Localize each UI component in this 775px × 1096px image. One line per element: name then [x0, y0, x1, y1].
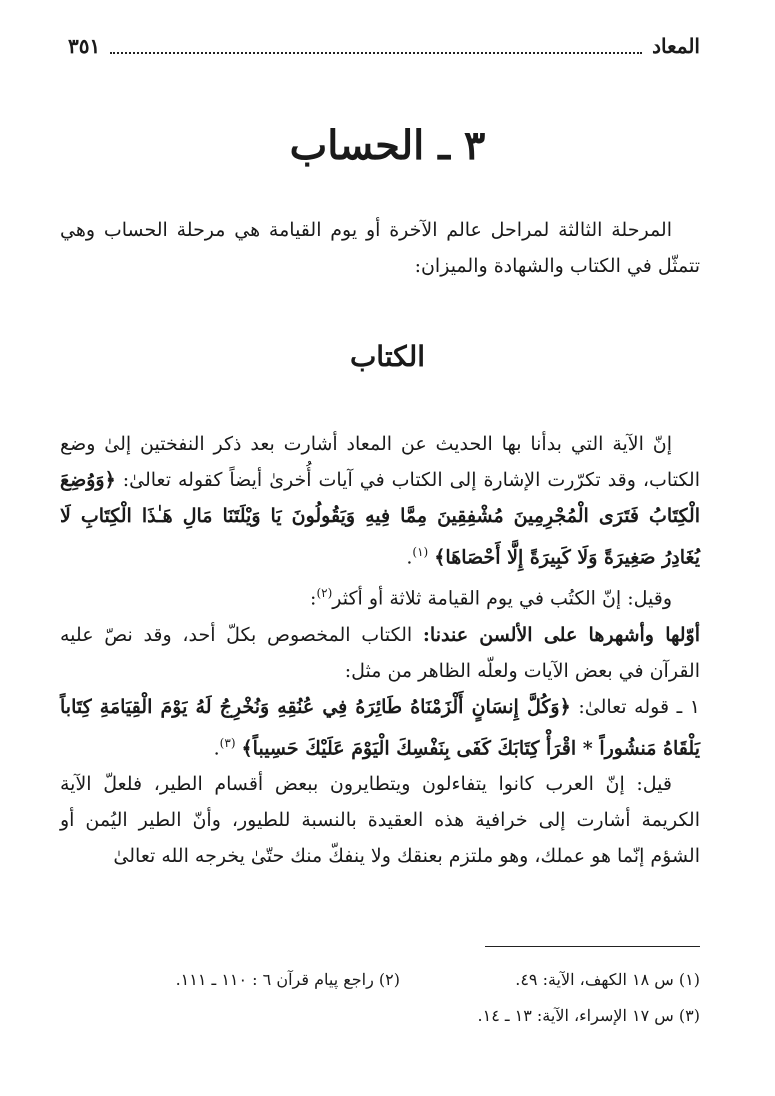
footnote-ref-2: (٢)	[316, 586, 333, 601]
running-header	[68, 34, 700, 58]
chapter-title: ٣ ـ الحساب	[289, 122, 486, 169]
header-page-number: ٣٥١	[68, 34, 101, 58]
footnote-2: (٢) راجع پیام قرآن ٦ : ١١٠ ـ ١١١.	[175, 970, 400, 989]
main-text	[60, 426, 700, 874]
footnote-row	[60, 962, 700, 998]
section-title: الكتاب	[349, 340, 426, 373]
paragraph-4: ١ ـ قوله تعالىٰ: ﴿وَكُلَّ إِنسَانٍ أَلْزَمْنَاهُ طَائِرَهُ فِي عُنُقِهِ وَنُخْرِجُ لَهُ يَوْمَ الْقِيَامَةِ كِتَاباً يَلْقَاهُ مَنشُوراً * اقْرَأْ كِتَابَكَ كَفَى بِنَفْسِكَ الْيَوْمَ عَلَيْكَ حَسِيباً﴾ $^{(٣)}$.	[60, 695, 700, 759]
paragraph-2	[60, 575, 700, 616]
paragraph-2-text: وقيل: إنّ الكتُب في يوم القيامة ثلاثة أو أكثر	[332, 587, 672, 610]
paragraph-2-end: :	[310, 587, 317, 610]
footnote-ref-3: (٣)	[219, 735, 236, 750]
footnote-1: (١) س ١٨ الكهف، الآية: ٤٩.	[515, 970, 700, 989]
paragraph-4-lead: ١ ـ قوله تعالىٰ:	[578, 695, 700, 718]
quran-verse-2: ﴿وَكُلَّ إِنسَانٍ أَلْزَمْنَاهُ طَائِرَهُ فِي عُنُقِهِ وَنُخْرِجُ لَهُ يَوْمَ الْقِيَامَةِ كِتَاباً يَلْقَاهُ مَنشُوراً * اقْرَأْ كِتَابَكَ كَفَى بِنَفْسِكَ الْيَوْمَ عَلَيْكَ حَسِيباً﴾	[60, 695, 700, 759]
paragraph-3-lead: أوّلها وأشهرها على الألسن عندنا:	[422, 623, 700, 646]
paragraph-5-text: قيل: إنّ العرب كانوا يتفاءلون ويتطايرون ببعض أقسام الطير، فلعلّ الآية الكريمة أشارت إلى خرافية هذه العقيدة بالنسبة للطيور، وأنّ الطير اليُمن أو الشؤم إنّما هو عملك، وهو ملتزم بعنقك ولا ينفكّ منك حتّىٰ يخرجه الله تعالىٰ	[60, 772, 700, 867]
footnotes	[60, 962, 700, 1034]
intro-paragraph: المرحلة الثالثة لمراحل عالم الآخرة أو يوم القيامة هي مرحلة الحساب وهي تتمثّل في الكتاب والشهادة والميزان:	[60, 219, 700, 277]
footnote-ref-1: (١)	[412, 545, 429, 559]
quran-verse-1: ﴿وَوُضِعَ الْكِتَابُ فَتَرَى الْمُجْرِمِينَ مُشْفِقِينَ مِمَّا فِيهِ وَيَقُولُونَ يَا وَيْلَتَنَا مَالِ هَـٰذَا الْكِتَابِ لَا يُغَادِرُ صَغِيرَةً وَلَا كَبِيرَةً إِلَّا أَحْصَاهَا﴾	[60, 469, 700, 569]
footnote-divider	[485, 946, 700, 947]
paragraph-3-text: الكتاب المخصوص بكلّ أحد، وقد نصّ عليه القرآن في بعض الآيات ولعلّه الظاهر من مثل:	[60, 623, 700, 682]
footnote-3: (٣) س ١٧ الإسراء، الآية: ١٣ ـ ١٤.	[477, 1006, 700, 1025]
paragraph-5	[60, 766, 700, 874]
paragraph-1: إنّ الآية التي بدأنا بها الحديث عن المعاد أشارت بعد ذكر النفختين إلىٰ وضع الكتاب، وقد تكرّرت الإشارة إلى الكتاب في آيات أُخرىٰ أيضاً كقوله تعالىٰ: ﴿وَوُضِعَ الْكِتَابُ فَتَرَى الْمُجْرِمِينَ مُشْفِقِينَ مِمَّا فِيهِ وَيَقُولُونَ يَا وَيْلَتَنَا مَالِ هَـٰذَا الْكِتَابِ لَا يُغَادِرُ صَغِيرَةً وَلَا كَبِيرَةً إِلَّا أَحْصَاهَا﴾ $^{(١)}$.	[60, 433, 701, 569]
paragraph-3	[60, 617, 700, 689]
header-dot-leader	[110, 38, 642, 54]
header-section-name: المعاد	[652, 34, 700, 58]
paragraph-1-text: إنّ الآية التي بدأنا بها الحديث عن المعاد أشارت بعد ذكر النفختين إلىٰ وضع الكتاب، وقد تكرّرت الإشارة إلى الكتاب في آيات أُخرىٰ أيضاً كقوله تعالىٰ:	[60, 433, 701, 491]
footnote-row	[60, 998, 700, 1034]
